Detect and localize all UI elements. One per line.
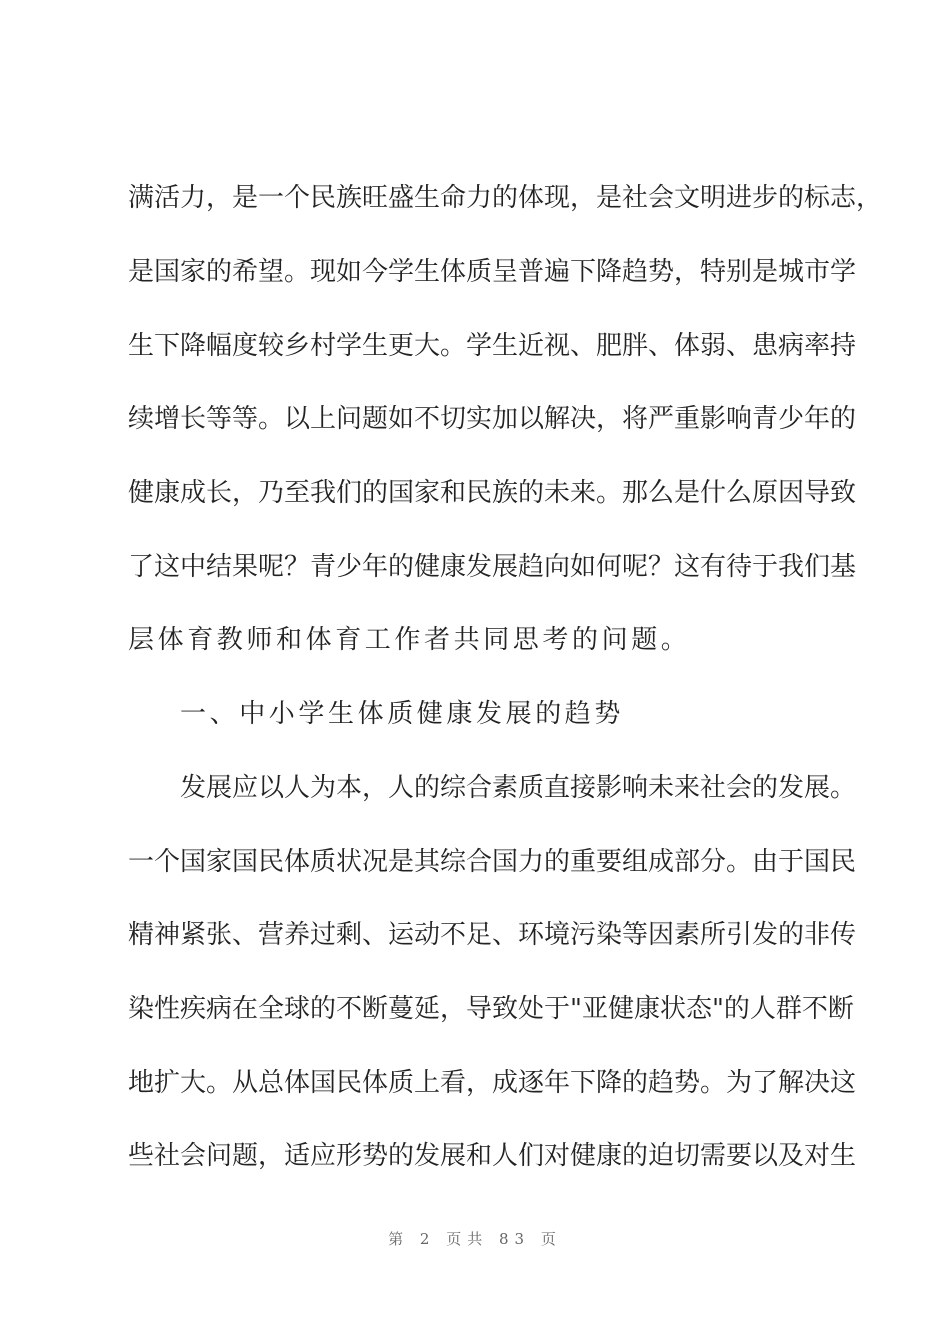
body-line-12: 染性疾病在全球的不断蔓延，导致处于"亚健康状态"的人群不断	[128, 994, 854, 1024]
paragraph-first-line: 发展应以人为本，人的综合素质直接影响未来社会的发展。	[180, 773, 857, 803]
body-line-1: 满活力，是一个民族旺盛生命力的体现，是社会文明进步的标志，	[128, 183, 883, 213]
body-line-2: 是国家的希望。现如今学生体质呈普遍下降趋势，特别是城市学	[128, 257, 857, 287]
page-number-footer: 第 2 页共 83 页	[388, 1230, 562, 1248]
body-line-7: 层体育教师和体育工作者共同思考的问题。	[128, 625, 691, 655]
body-line-6: 了这中结果呢？青少年的健康发展趋向如何呢？这有待于我们基	[128, 552, 857, 582]
body-line-13: 地扩大。从总体国民体质上看，成逐年下降的趋势。为了解决这	[128, 1068, 857, 1098]
body-line-3: 生下降幅度较乡村学生更大。学生近视、肥胖、体弱、患病率持	[128, 331, 857, 361]
body-line-5: 健康成长，乃至我们的国家和民族的未来。那么是什么原因导致	[128, 478, 857, 508]
body-line-14: 些社会问题，适应形势的发展和人们对健康的迫切需要以及对生	[128, 1141, 857, 1171]
section-heading: 一、中小学生体质健康发展的趋势	[180, 699, 625, 729]
body-line-11: 精神紧张、营养过剩、运动不足、环境污染等因素所引发的非传	[128, 920, 857, 950]
body-line-10: 一个国家国民体质状况是其综合国力的重要组成部分。由于国民	[128, 847, 857, 877]
body-line-4: 续增长等等。以上问题如不切实加以解决，将严重影响青少年的	[128, 404, 857, 434]
